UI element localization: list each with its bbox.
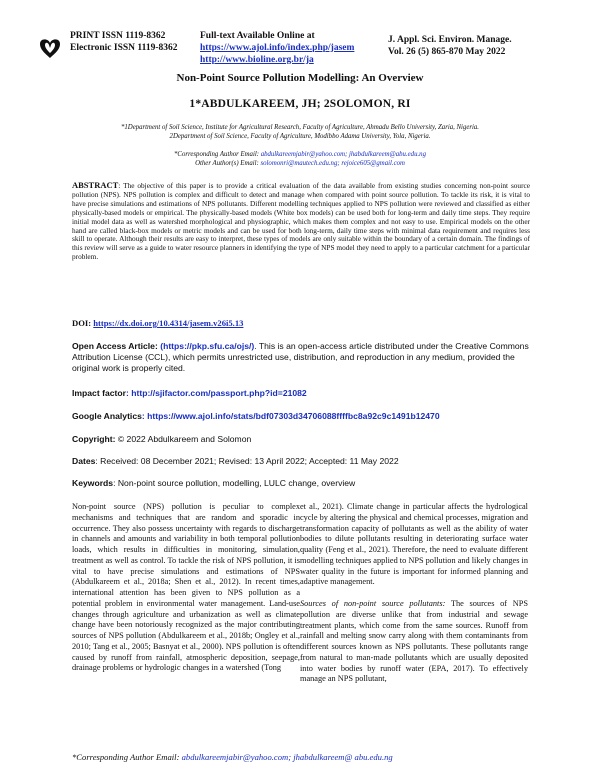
- other-email[interactable]: solomonri@mautech.edu.ng; rejoice605@gmail.com: [260, 160, 405, 167]
- author-emails: [40, 150, 560, 168]
- footnote-emails[interactable]: abdulkareemjabir@yahoo.com; jhabdulkareem@ abu.edu.ng: [181, 752, 393, 762]
- other-email-label: Other Author(s) Email:: [195, 160, 259, 167]
- author-list: 1*ABDULKAREEM, JH; 2SOLOMON, RI: [189, 98, 411, 110]
- doi-link[interactable]: https://dx.doi.org/10.4314/jasem.v26i5.13: [93, 318, 244, 328]
- paper-title: Non-Point Source Pollution Modelling: An Overview: [176, 72, 424, 84]
- journal-name: J. Appl. Sci. Environ. Manage.: [388, 35, 512, 45]
- doi-label: DOI: [72, 318, 89, 328]
- affiliations: [40, 123, 560, 141]
- issn-block: [70, 30, 178, 54]
- dates-text: : Received: 08 December 2021; Revised: 13 April 2022; Accepted: 11 May 2022: [95, 456, 399, 466]
- dates-line: [72, 456, 530, 467]
- google-analytics-line: [72, 411, 530, 422]
- body-paragraph-1: Non-point source (NPS) pollution is peculiar to complex mechanisms and techniques that are random and sporadic in occurrence. They also possess uncertainty with regards to discharge in channels and amounts and variability in both temporal pollution loads, which results in difficulties in monitoring, simulation, treatment as well as control. To tackle the risk of NPS pollution, it is vital to have precise simulations and estimations of NPS (Abdulkareem et al., 2018a; Shen et al., 2012). In recent times, international attention has been given to NPS pollution as a potential problem in environmental water management. Land-use changes through agriculture and urbanization as well as climate change have been notoriously recognized as the major contributing sources of NPS pollution (Abdulkareem et al., 2018b; Ongley et al., 2010; Tang et al., 2005; Basnyat et al., 2000). NPS pollution is often caused by runoff from rainfall, atmospheric deposition, seepage, drainage problems or hydrologic changes in a watershed (Tong: [72, 502, 300, 673]
- doi-line: DOI: https://dx.doi.org/10.4314/jasem.v26i5.13: [72, 318, 244, 328]
- section-lead: Sources of non-point source pollutants:: [300, 599, 446, 608]
- footnote: [72, 752, 393, 762]
- journal-logo-icon: [36, 34, 64, 62]
- corresponding-email-label: *Corresponding Author Email:: [174, 151, 259, 158]
- impact-factor-line: [72, 388, 530, 399]
- body-paragraph-2: et al., 2021). Climate change in particular affects the hydrological cycle by altering the physical and chemical processes, migration and transformation capacity of pollutants as well as the ability of water bodies to dilute pollutants resulting in deteriorating surface water quality (Feng et al., 2021). Therefore, the need to evaluate different modelling techniques applied to NPS pollution and likely changes in water quality in the future is important for informed planning and adaptive management.: [300, 502, 528, 587]
- open-access: [72, 341, 530, 374]
- corresponding-email-line: [40, 150, 560, 159]
- impact-factor-link[interactable]: : http://sjifactor.com/passport.php?id=21082: [125, 388, 307, 398]
- dates-label: Dates: [72, 456, 96, 466]
- bioline-link[interactable]: http://www.bioline.org.br/ja: [200, 55, 314, 65]
- abstract-text: : The objective of this paper is to provide a critical evaluation of the data available from existing studies concerning non-point source pollution (NPS). NPS pollution is complex and difficult to detect and manage when compared with point source pollution. To tackle its risk, it is vital to have precise simulations and estimations of NPS pollutants. Different modelling techniques applied to NPS pollution were reviewed and classified as either physically-based models or empirical. The physically-based models (White box models) can be used both for long-term and daily time steps. They require initial model data as well as watershed morphological and physiographic, which makes them complex and not easy to use. Empirical models on the other hand are called black-box models or metric models and can be used for both long-term, daily time steps with minimal data requirement and requires less skill to operate. Although their results are easy to interpret, these types of models are only suitable within the boundary of a certain domain. The findings of this review will serve as a guide to water resource planners in identifying the type of NPS model they need to apply to a particular catchment for a particular problem.: [72, 181, 530, 262]
- journal-citation: [388, 34, 512, 58]
- body-paragraph-3: [300, 599, 528, 685]
- keywords-line: [72, 478, 530, 489]
- google-analytics-label: Google Analytics: [72, 411, 142, 421]
- open-access-text: . This is an open-access article distributed under the Creative Commons Attribution License (CCL), which permits unrestricted use, distribution, and reproduction in any medium, provided the original work is properly cited.: [72, 341, 529, 373]
- copyright-label: Copyright:: [72, 434, 116, 444]
- corresponding-email[interactable]: abdulkareemjabir@yahoo.com; jhabdulkareem@abu.edu.ng: [260, 151, 426, 158]
- fulltext-label: Full-text Available Online at: [200, 31, 315, 41]
- impact-factor-label: Impact factor: [72, 388, 126, 398]
- section-text: The sources of NPS pollution are diverse unlike that from industrial and sewage treatment plants, which come from the same sources. Runoff from rainfall and melting snow carry along with them contaminants from different sources known as NPS pollutants. These pollutants range from natural to man-made pollutants which are usually deposited into water bodies by runoff water (EPA, 2017). To effectively manage an NPS pollutant,: [300, 599, 528, 684]
- affiliation-2: 2Department of Soil Science, Faculty of Agriculture, Modibbo Adama University, Yola, Nigeria.: [169, 133, 431, 140]
- copyright-text: © 2022 Abdulkareem and Solomon: [115, 434, 252, 444]
- journal-volume: Vol. 26 (5) 865-870 May 2022: [388, 47, 506, 57]
- body-left-column: [72, 502, 300, 674]
- footnote-label: *Corresponding Author Email:: [72, 752, 180, 762]
- other-email-line: [40, 159, 560, 168]
- copyright-line: [72, 434, 530, 445]
- ojs-link[interactable]: (https://pkp.sfu.ca/ojs/): [160, 341, 255, 351]
- print-issn: PRINT ISSN 1119-8362: [70, 31, 166, 41]
- abstract-label: ABSTRACT: [72, 180, 119, 190]
- open-access-label: Open Access Article:: [72, 341, 158, 351]
- fulltext-block: [200, 30, 354, 66]
- keywords-label: Keywords: [72, 478, 114, 488]
- electronic-issn: Electronic ISSN 1119-8362: [70, 43, 178, 53]
- google-analytics-link[interactable]: : https://www.ajol.info/stats/bdf07303d34706088ffffbc8a92c9c1491b12470: [141, 411, 440, 421]
- abstract: [72, 181, 530, 262]
- keywords-text: : Non-point source pollution, modelling, LULC change, overview: [113, 478, 356, 488]
- body-right-column: [300, 502, 528, 685]
- ajol-link[interactable]: https://www.ajol.info/index.php/jasem: [200, 43, 355, 53]
- affiliation-1: *1Department of Soil Science, Institute for Agricultural Research, Faculty of Agriculture, Ahmadu Bello University, Zaria, Nigeria.: [121, 124, 479, 131]
